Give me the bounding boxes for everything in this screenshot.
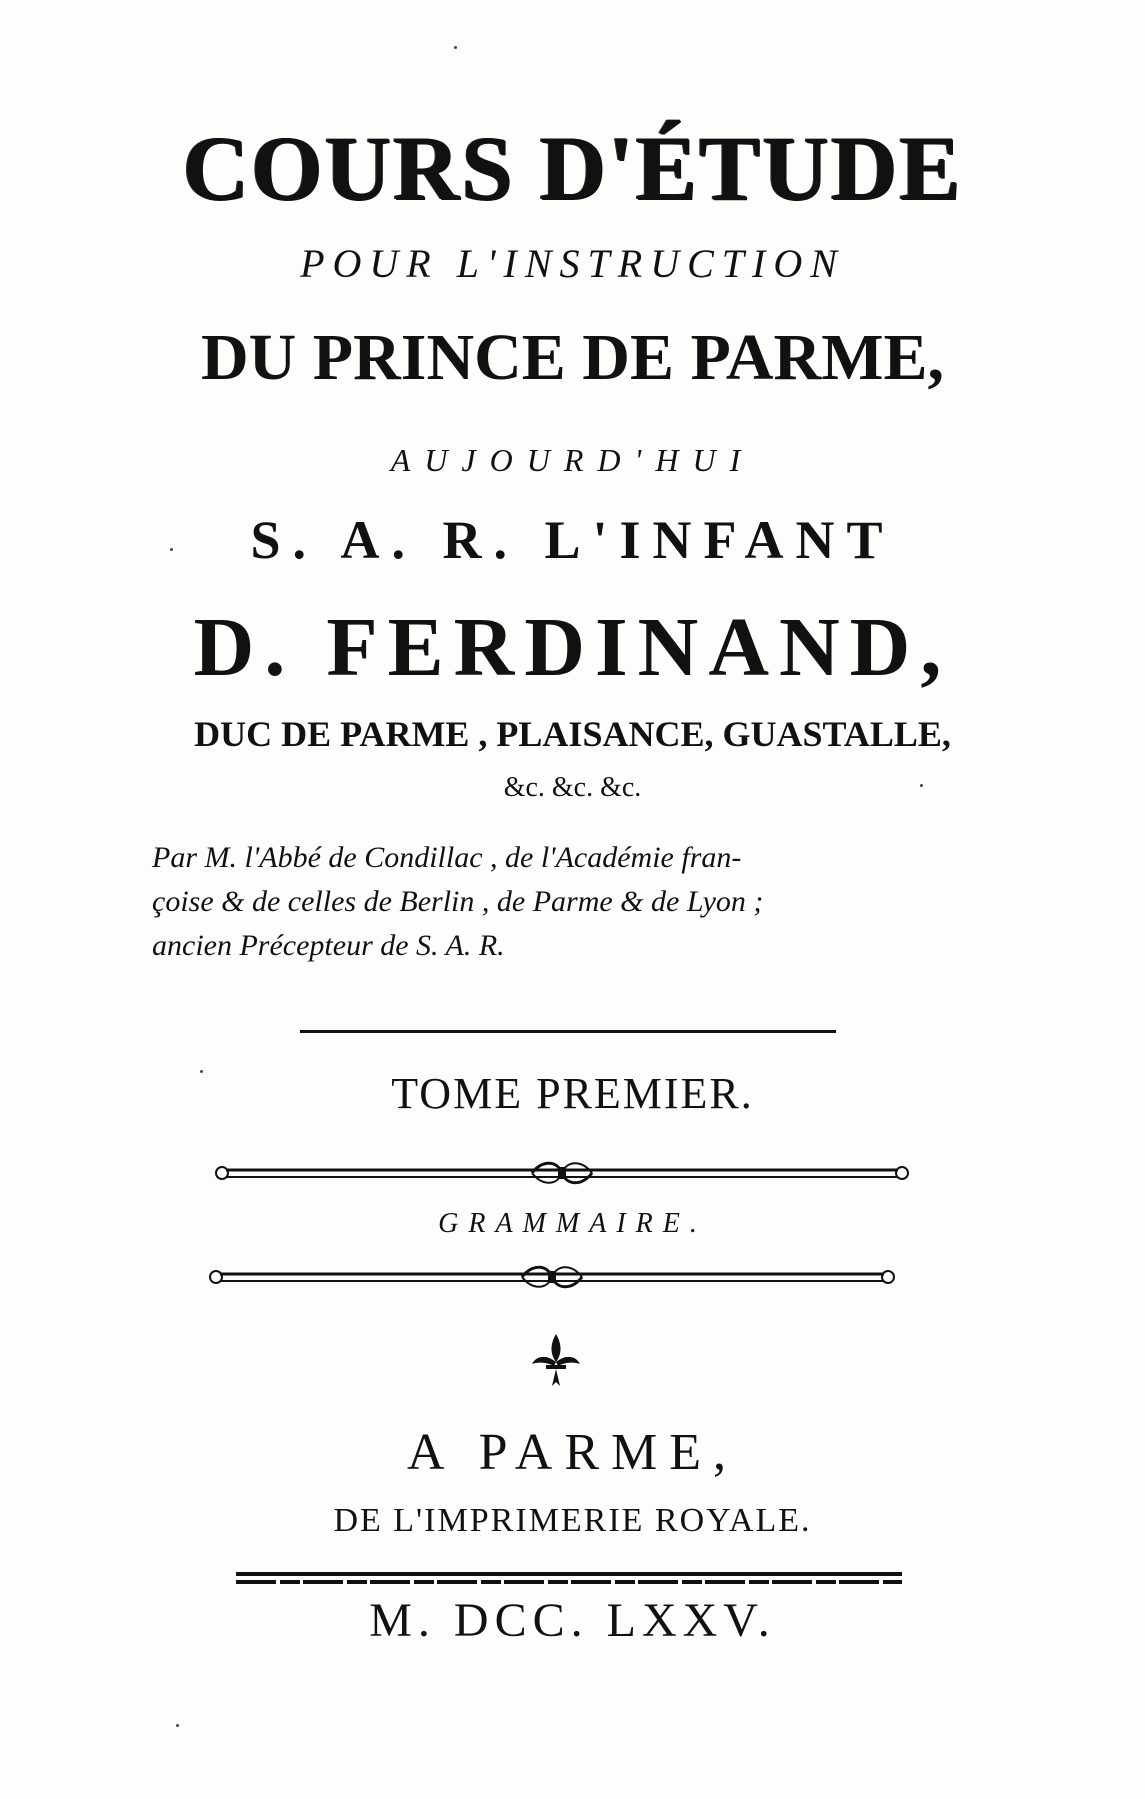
double-rule <box>236 1570 902 1588</box>
print-speck <box>454 46 457 49</box>
scroll-ornament-bottom <box>206 1262 898 1294</box>
subtitle-duc: DUC DE PARME , PLAISANCE, GUASTALLE, <box>194 714 951 754</box>
rule-above-tome <box>300 1030 836 1033</box>
subtitle-aujourdhui: AUJOURD'HUI <box>390 442 755 478</box>
subtitle-prince: DU PRINCE DE PARME, <box>200 321 945 394</box>
author-line: Par M. l'Abbé de Condillac , de l'Académie fran- <box>152 841 742 874</box>
print-speck <box>200 1070 203 1073</box>
scroll-ornament-top <box>212 1158 912 1190</box>
fleur-de-lis-icon <box>528 1332 584 1390</box>
print-speck <box>170 548 173 551</box>
subtitle-pour: POUR L'INSTRUCTION <box>300 241 845 286</box>
volume-label: TOME PREMIER. <box>391 1069 754 1118</box>
book-title: COURS D'ÉTUDE <box>182 117 963 219</box>
publication-date: M. DCC. LXXV. <box>369 1594 776 1647</box>
section-label: GRAMMAIRE. <box>438 1208 707 1239</box>
place-of-publication: A PARME, <box>406 1424 739 1481</box>
author-block <box>152 836 972 968</box>
print-speck <box>176 1724 179 1727</box>
subtitle-ferdinand: D. FERDINAND, <box>193 601 952 694</box>
subtitle-sar: S. A. R. L'INFANT <box>250 510 895 570</box>
subtitle-etc: &c. &c. &c. <box>503 772 642 803</box>
author-line: çoise & de celles de Berlin , de Parme & de Lyon ; <box>152 885 764 918</box>
author-line: ancien Précepteur de S. A. R. <box>152 929 505 962</box>
print-speck <box>920 784 923 787</box>
printer-name: DE L'IMPRIMERIE ROYALE. <box>333 1502 812 1539</box>
